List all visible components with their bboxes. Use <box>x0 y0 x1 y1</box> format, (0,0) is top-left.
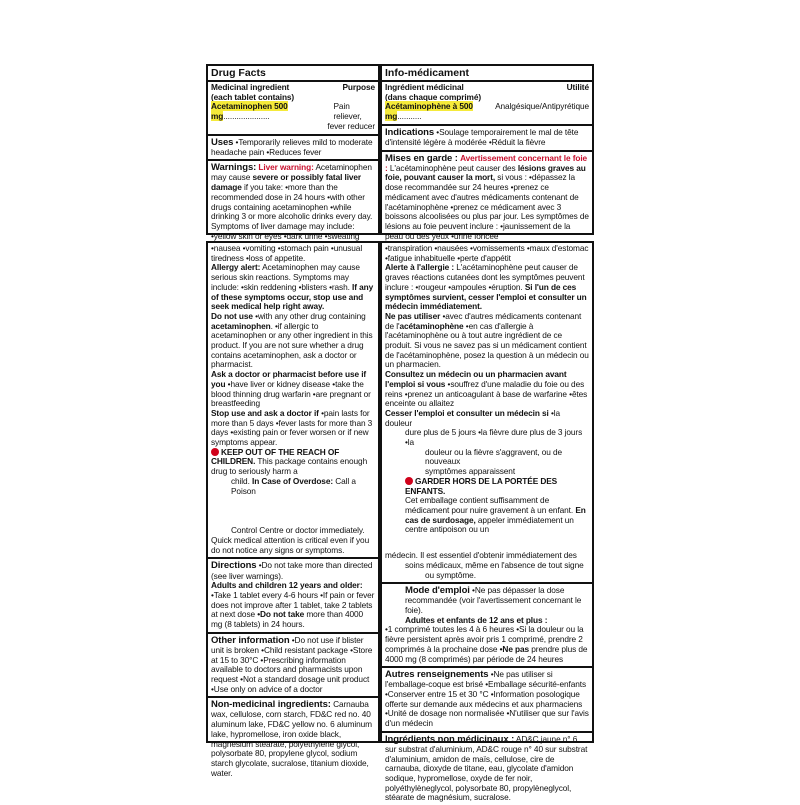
ingredient-heading-fr: Ingrédient médicinal <box>385 82 464 92</box>
do-not-use-bold: acetaminophen <box>211 320 271 331</box>
overdose-heading: In Case of Overdose: <box>252 475 333 486</box>
allergy-heading: Allergy alert: <box>211 262 261 273</box>
symptoms-continued: •nausea •vomiting •stomach pain •unusual tiredness •loss of appetite. <box>211 243 363 263</box>
ingredient-name-fr: Acétaminophène à 500 mg <box>385 101 473 122</box>
other-info-section <box>208 634 378 699</box>
ingredient-sub: (each tablet contains) <box>211 91 295 102</box>
surdosage-heading: En cas de surdosage, <box>405 504 586 525</box>
allergy-bold: If any of these symptoms occur, stop use and seek medical help right away. <box>211 281 374 312</box>
info-medicament-title: Info-médicament <box>382 66 592 82</box>
ingredient-sub-fr: (dans chaque comprimé) <box>385 91 482 102</box>
adults-text-1-fr: •1 comprimé toutes les 4 à 6 heures •Si la douleur ou la fièvre persistent après avoir pris 1 comprimé, prendre 2 comprimés à la prochaine dose <box>385 624 584 654</box>
directions-section <box>208 559 378 633</box>
surdosage-text-4: ou symptôme. <box>425 569 476 580</box>
allergy-text-fr: L'acétaminophène peut causer de graves réactions cutanées dont les symptômes peuvent inclure : •rougeur •ampoules •éruption. <box>385 262 585 292</box>
cesser-text-4: symptômes apparaissent <box>425 466 516 477</box>
indications-section <box>382 126 592 152</box>
autres-heading: Autres renseignements <box>385 669 489 681</box>
keep-out-text-2: child. <box>231 475 250 486</box>
uses-text: •Temporarily relieves mild to moderate headache pain •Reduces fever <box>211 136 373 157</box>
other-info-text: •Do not use if blister unit is broken •Child resistant package •Store at 15 to 30°C •Prescribing information available to doctors and pharmacists upon request •Not a standard dosage unit product •Use only on advice of a doctor <box>211 634 373 694</box>
stop-use-heading: Stop use and ask a doctor if <box>211 407 319 418</box>
symptoms-continued-fr: •transpiration •nausées •vomissements •maux d'estomac •fatigue inhabituelle •perte d'appétit <box>385 243 589 263</box>
do-not-use-text-1: •with any other drug containing <box>255 310 366 321</box>
surdosage-text: appeler immédiatement un centre antipoison ou un <box>405 514 574 535</box>
liver-bold-fr: lésions graves au foie, pouvant causer la mort, <box>385 162 586 183</box>
autres-section <box>382 668 592 733</box>
adults-bold-fr: •Ne pas <box>499 643 530 654</box>
consult-heading: Consultez un médecin ou un pharmacien avant l'emploi si vous <box>385 369 567 389</box>
warnings-continued-section <box>208 243 378 559</box>
purpose-heading-fr: Utilité <box>566 82 589 92</box>
ne-pas-utiliser-heading: Ne pas utiliser <box>385 310 441 321</box>
non-medicinaux-section <box>382 733 592 805</box>
mises-en-garde-section <box>382 152 592 244</box>
liver-warning-heading: Liver warning: <box>258 162 314 173</box>
consult-text: •souffrez d'une maladie du foie ou des reins •prenez un anticoagulant à base de warfarine •êtes enceinte ou allaitez <box>385 378 588 409</box>
adults-heading-fr: Adultes et enfants de 12 ans et plus : <box>405 614 548 625</box>
mode-emploi-heading: Mode d'emploi <box>405 585 470 597</box>
liver-text-2: if you take: •more than the recommended dose in 24 hours •with other drugs containing acetaminophen •while drinking 3 or more alcoholic drinks every day. Symptoms of liver damage may include: •yellow skin or eyes •dark urine •sweating <box>211 182 373 241</box>
cesser-text-1: •la douleur <box>385 407 561 428</box>
non-medicinal-text: Carnauba wax, cellulose, corn starch, FD&C red no. 40 aluminum lake, FD&C yellow no. 6 aluminum lake, hypromellose, iron oxide black, magnesium stearate, polyethylene glycol, polysorbate 80, propylene glycol, sodium starch glycolate, sucralose, titanium dioxide, water. <box>211 699 372 778</box>
non-medicinal-section <box>208 698 378 780</box>
adults-text-2: more than 4000 mg (8 tablets) in 24 hours. <box>211 609 364 630</box>
indications-heading: Indications <box>385 126 435 138</box>
adults-text-2-fr: prendre plus de 4000 mg (8 comprimés) par période de 24 heures <box>385 643 588 664</box>
keep-out-text: This package contains enough drug to seriously harm a <box>211 456 368 477</box>
purpose-heading: Purpose <box>342 82 375 92</box>
purpose-value-fr: Analgésique/Antipyrétique <box>495 101 589 112</box>
drug-facts-title: Drug Facts <box>208 66 378 82</box>
adults-heading: Adults and children 12 years and older: <box>211 580 363 591</box>
ne-pas-text-2: •en cas d'allergie à l'acétaminophène ou à tout autre ingrédient de ce produit. Si vous ne savez pas si un médicament contient de l'acétaminophène, posez la question à un médecin ou un pharmacien. <box>385 320 589 370</box>
cesser-heading: Cesser l'emploi et consulter un médecin si <box>385 407 549 418</box>
mode-emploi-text: •Ne pas dépasser la dose recommandée (voir l'avertissement concernant le foie). <box>405 585 582 616</box>
garder-text: Cet emballage contient suffisamment de médicament pour nuire gravement à un enfant. <box>405 495 574 515</box>
directions-text: •Do not take more than directed (see liver warnings). <box>211 560 373 581</box>
other-info-heading: Other information <box>211 634 290 646</box>
info-medicament-top-panel <box>380 64 594 241</box>
cesser-text-3: douleur ou la fièvre s'aggravent, ou de nouveaux <box>425 446 562 467</box>
garder-heading: GARDER HORS DE LA PORTÉE DES ENFANTS. <box>405 475 558 496</box>
cesser-text-2: dure plus de 5 jours •la fièvre dure plus de 3 jours •la <box>405 427 583 448</box>
do-not-use-text-2: . •if allergic to acetaminophen or any other ingredient in this product. If you are not sure whether a drug contains acetaminophen, ask a doctor or pharmacist. <box>211 320 373 370</box>
liver-text-1: Acetaminophen may cause <box>211 162 372 183</box>
stop-use-text: •pain lasts for more than 5 days •fever lasts for more than 3 days •existing pain or fever worsen or if new symptoms appear. <box>211 407 373 448</box>
liver-bold: severe or possibly fatal liver damage <box>211 172 362 193</box>
surdosage-text-2: médecin. Il est essentiel d'obtenir immédiatement des <box>385 550 577 561</box>
ask-doctor-text: •have liver or kidney disease •take the blood thinning drug warfarin •are pregnant or breastfeeding <box>211 378 371 409</box>
drug-facts-top-panel <box>206 64 380 241</box>
ingredient-heading: Medicinal ingredient <box>211 82 290 92</box>
non-medicinal-heading: Non-medicinal ingredients: <box>211 699 331 711</box>
mises-continued-section <box>382 243 592 584</box>
purpose-value-2: fever reducer <box>327 120 375 131</box>
liver-text-1-fr: L'acétaminophène peut causer des <box>389 162 516 173</box>
ingredient-section-fr <box>382 82 592 126</box>
warnings-heading: Warnings: <box>211 162 257 174</box>
directions-heading: Directions <box>211 560 257 572</box>
info-medicament-bottom-panel <box>380 241 594 803</box>
drug-facts-bottom-panel <box>206 241 380 778</box>
ne-pas-text-1: •avec d'autres médicaments contenant de l' <box>385 310 582 331</box>
autres-text: •Ne pas utiliser si l'emballage-coque est brisé •Emballage sécurité-enfants •Conserver entre 15 et 30 °C •Information posologique offerte sur demande aux médecins et aux pharmaciens •Unité de dosage non normalisée •N'utiliser que sur l'avis d'un médecin <box>385 669 589 729</box>
allergy-heading-fr: Alerte à l'allergie : <box>385 262 455 273</box>
stop-dot-icon-fr <box>405 477 413 485</box>
mode-emploi-section <box>382 584 592 668</box>
stop-dot-icon <box>211 448 219 456</box>
allergy-text: Acetaminophen may cause serious skin reactions. Symptoms may include: •skin reddening •blisters •rash. <box>211 262 360 292</box>
ingredient-section <box>208 82 378 136</box>
overdose-text-2: Control Centre or doctor immediately. Quick medical attention is critical even if you do not notice any signs or symptoms. <box>211 525 370 555</box>
adults-text-1: •Take 1 tablet every 4-6 hours •If pain or fever does not improve after 1 tablet, take 2 tablets at next dose <box>211 589 375 620</box>
ask-doctor-heading: Ask a doctor or pharmacist before use if you <box>211 369 367 389</box>
ingredient-dots: ..................... <box>223 111 270 122</box>
liver-text-2-fr: si vous : •dépassez la dose recommandée sur 24 heures •prenez ce médicament avec d'autres médicaments contenant de l'acétaminophène •prenez ce médicament avec 3 boissons alcoolisées ou plus par jour. Les symptômes de lésions au foie peuvent inclure : •jaunissement de la peau ou des yeux •urine foncée <box>385 172 589 241</box>
keep-out-heading: KEEP OUT OF THE REACH OF CHILDREN. <box>211 446 340 467</box>
mises-heading: Mises en garde : <box>385 152 458 164</box>
do-not-use-heading: Do not use <box>211 310 253 321</box>
ingredient-name: Acetaminophen 500 mg <box>211 101 288 122</box>
uses-heading: Uses <box>211 136 234 148</box>
ingredient-dots-fr: ........... <box>397 111 422 122</box>
adults-bold: •Do not take <box>257 609 305 620</box>
overdose-text: Call a Poison <box>231 475 356 496</box>
allergy-bold-fr: Si l'un de ces symptômes survient, cesser l'emploi et consulter un médecin immédiatement. <box>385 281 587 312</box>
surdosage-text-3: soins médicaux, même en l'absence de tout signe <box>405 559 584 570</box>
indications-text: •Soulage temporairement le mal de tête d'intensité légère à modérée •Réduit la fièvre <box>385 126 579 147</box>
non-medicinaux-text: AD&C jaune n° 6 sur substrat d'aluminium, AD&C rouge n° 40 sur substrat d'aluminium, amidon de maïs, cellulose, cire de carnauba, dioxyde de titane, eau, glycolate d'amidon sodique, hypromellose, oxyde de fer noir, polyéthylèneglycol, polysorbate 80, propylèneglycol, stéarate de magnésium, sucralose. <box>385 733 588 803</box>
warnings-section <box>208 161 378 243</box>
liver-warning-heading-fr: Avertissement concernant le foie : <box>385 152 588 173</box>
uses-section <box>208 136 378 162</box>
purpose-value: Pain reliever, <box>333 101 362 122</box>
ne-pas-bold: acétaminophène <box>399 320 464 331</box>
non-medicinaux-heading: Ingrédients non médicinaux : <box>385 733 515 745</box>
